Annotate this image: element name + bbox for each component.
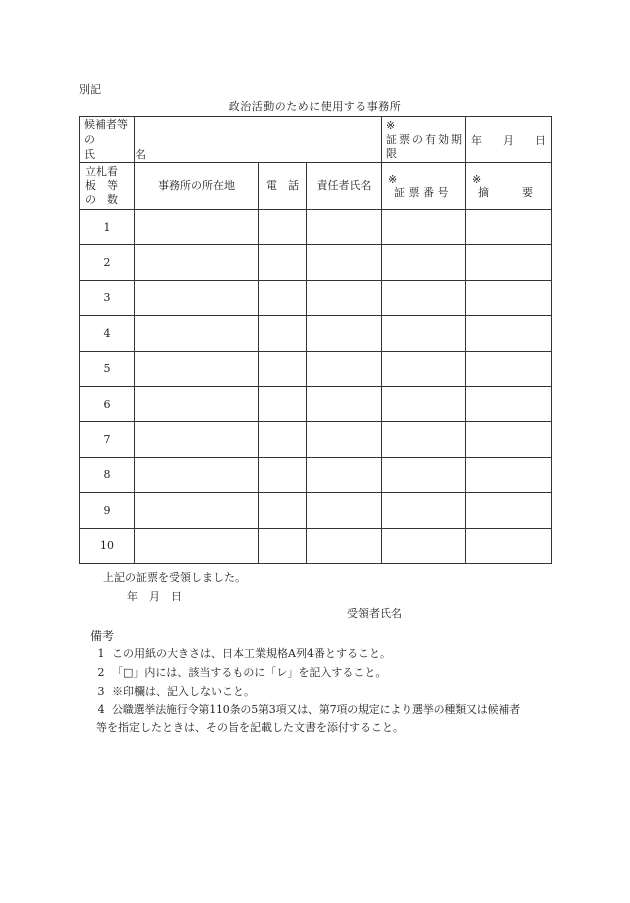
address-cell[interactable] [135,386,259,421]
manager-cell[interactable] [307,316,382,351]
phone-cell[interactable] [259,457,307,492]
cert-number-cell [382,210,466,245]
note-item: 2 「□」内には、該当するものに「レ」を記入すること。 [97,666,387,679]
address-cell[interactable] [135,351,259,386]
table-row [80,210,552,245]
receipt-statement: 上記の証票を受領しました。 [103,571,246,584]
manager-cell[interactable] [307,210,382,245]
cert-number-cell [382,280,466,315]
summary-cell [466,351,552,386]
candidate-name-field[interactable] [135,117,382,163]
table-row [80,280,552,315]
cert-number-cell [382,245,466,280]
address-cell[interactable] [135,493,259,528]
address-cell[interactable] [135,280,259,315]
manager-cell[interactable] [307,386,382,421]
phone-cell[interactable] [259,245,307,280]
summary-cell [466,245,552,280]
row-number: 9 [80,493,135,528]
receiver-name-label: 受領者氏名 [347,607,402,620]
col-phone: 電 話 [259,163,307,210]
phone-cell[interactable] [259,528,307,563]
cert-number-cell [382,386,466,421]
summary-cell [466,422,552,457]
summary-cell [466,386,552,421]
receipt-date[interactable]: 年 月 日 [127,590,182,603]
phone-cell[interactable] [259,351,307,386]
note-item: 4 公職選挙法施行令第110条の5第3項又は、第7項の規定により選挙の種類又は候補者 [97,703,520,716]
manager-cell[interactable] [307,528,382,563]
row-number: 1 [80,210,135,245]
annex-label: 別記 [79,83,101,96]
cert-number-cell [382,351,466,386]
table-row [80,493,552,528]
table-row [80,351,552,386]
table-row [80,316,552,351]
row-number: 2 [80,245,135,280]
row-number: 3 [80,280,135,315]
row-number: 10 [80,528,135,563]
note-item: 3 ※印欄は、記入しないこと。 [97,685,255,698]
phone-cell[interactable] [259,210,307,245]
notes-title: 備考 [90,629,115,643]
col-address: 事務所の所在地 [135,163,259,210]
table-row [80,245,552,280]
manager-cell[interactable] [307,422,382,457]
summary-cell [466,528,552,563]
manager-cell[interactable] [307,493,382,528]
summary-cell [466,280,552,315]
phone-cell[interactable] [259,280,307,315]
row-number: 8 [80,457,135,492]
address-cell[interactable] [135,457,259,492]
cert-number-cell [382,528,466,563]
cert-number-cell [382,457,466,492]
candidate-name-label: 候補者等の 氏 名 [80,117,135,163]
row-number: 7 [80,422,135,457]
table-row [80,422,552,457]
row-number: 5 [80,351,135,386]
col-summary: ※ 摘 要 [466,163,552,210]
summary-cell [466,457,552,492]
phone-cell[interactable] [259,386,307,421]
address-cell[interactable] [135,210,259,245]
phone-cell[interactable] [259,493,307,528]
summary-cell [466,316,552,351]
row-number: 4 [80,316,135,351]
manager-cell[interactable] [307,245,382,280]
row-number: 6 [80,386,135,421]
table-row [80,457,552,492]
valid-period-label: ※ 証票の有効期限 [382,117,466,163]
table-row [80,528,552,563]
cert-number-cell [382,422,466,457]
phone-cell[interactable] [259,422,307,457]
office-table [79,116,552,564]
cert-number-cell [382,316,466,351]
summary-cell [466,210,552,245]
address-cell[interactable] [135,422,259,457]
column-header-row [80,163,552,210]
candidate-row [80,117,552,163]
manager-cell[interactable] [307,280,382,315]
address-cell[interactable] [135,245,259,280]
manager-cell[interactable] [307,457,382,492]
col-sign-count: 立札看 板 等 の 数 [80,163,135,210]
phone-cell[interactable] [259,316,307,351]
address-cell[interactable] [135,316,259,351]
col-cert-number: ※ 証 票 番 号 [382,163,466,210]
table-row [80,386,552,421]
manager-cell[interactable] [307,351,382,386]
address-cell[interactable] [135,528,259,563]
note-item: 1 この用紙の大きさは、日本工業規格A列4番とすること。 [97,647,391,660]
note-item-continued: 等を指定したときは、その旨を記載した文書を添付すること。 [96,721,404,734]
form-title: 政治活動のために使用する事務所 [228,100,402,113]
valid-period-date[interactable]: 年 月 日 [466,117,552,163]
summary-cell [466,493,552,528]
col-manager: 責任者氏名 [307,163,382,210]
cert-number-cell [382,493,466,528]
